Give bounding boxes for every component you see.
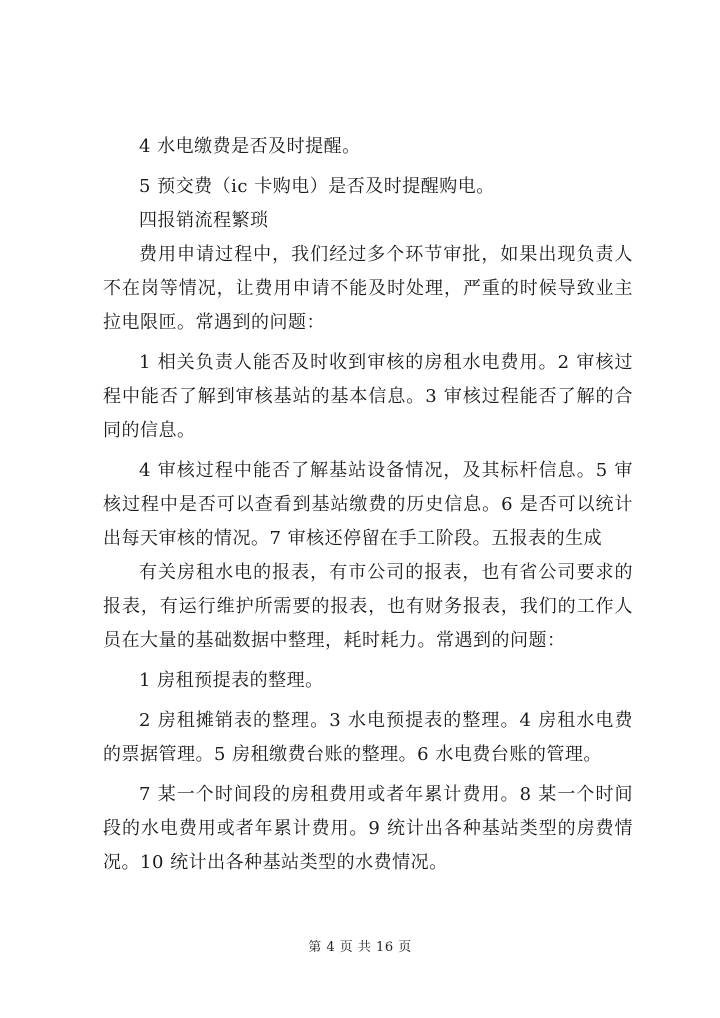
paragraph: 4 水电缴费是否及时提醒。	[139, 136, 361, 157]
paragraph: 5 预交费（ic 卡购电）是否及时提醒购电。	[139, 176, 495, 197]
paragraph: 1 房租预提表的整理。	[139, 670, 324, 691]
page-number-footer: 第 4 页 共 16 页	[308, 940, 412, 955]
paragraph: 7 某一个时间段的房租费用或者年累计费用。8 某一个时间段的水电费用或者年累计费用。9 统计出各种基站类型的房费情况。10 统计出各种基站类型的水费情况。	[103, 784, 633, 873]
paragraph: 1 相关负责人能否及时收到审核的房租水电费用。2 审核过程中能否了解到审核基站的基本信息。3 审核过程能否了解的合同的信息。	[103, 352, 633, 441]
paragraph: 4 审核过程中能否了解基站设备情况，及其标杆信息。5 审核过程中是否可以查看到基站缴费的历史信息。6 是否可以统计出每天审核的情况。7 审核还停留在手工阶段。五报表的生成	[103, 460, 633, 549]
section-heading: 四报销流程繁琐	[139, 210, 269, 231]
paragraph: 费用申请过程中，我们经过多个环节审批，如果出现负责人不在岗等情况，让费用申请不能及时处理，严重的时候导致业主拉电限匝。常遇到的问题：	[103, 244, 633, 333]
paragraph: 有关房租水电的报表，有市公司的报表，也有省公司要求的报表，有运行维护所需要的报表，也有财务报表，我们的工作人员在大量的基础数据中整理，耗时耗力。常遇到的问题：	[103, 562, 633, 651]
document-body	[103, 130, 633, 880]
paragraph: 2 房租摊销表的整理。3 水电预提表的整理。4 房租水电费的票据管理。5 房租缴费台账的整理。6 水电费台账的管理。	[103, 710, 633, 765]
